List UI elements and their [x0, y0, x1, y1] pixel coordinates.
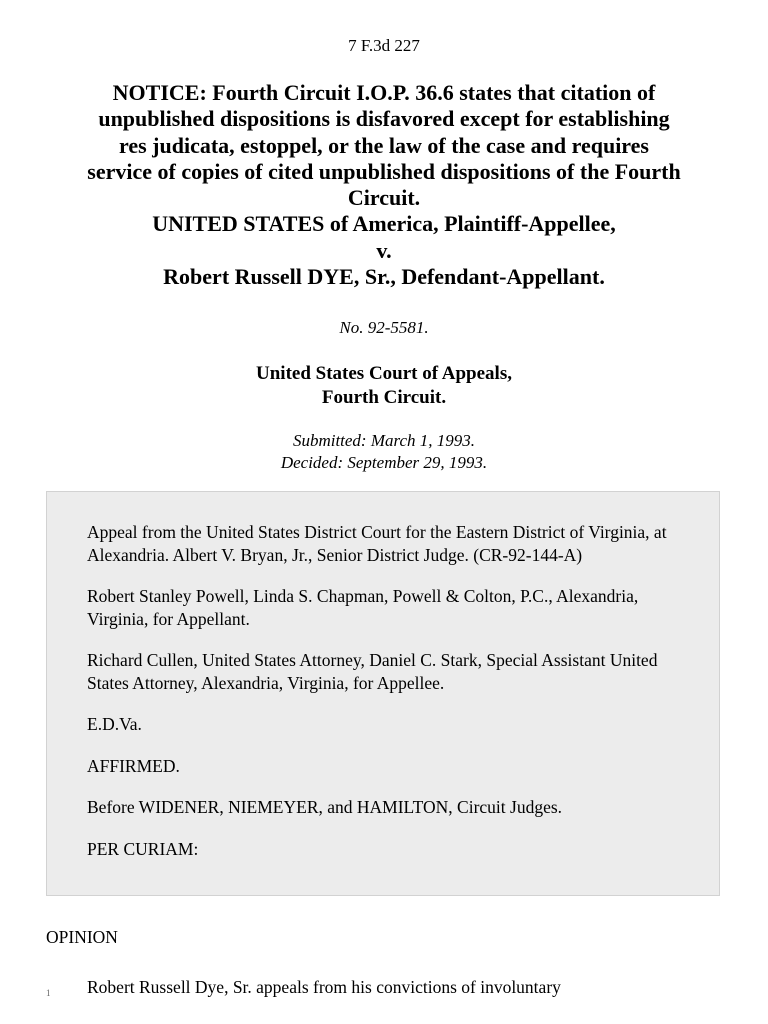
versus: v.: [376, 237, 392, 263]
case-dates: [0, 430, 768, 474]
notice-line: unpublished dispositions is disfavored except for establishing: [98, 106, 670, 132]
notice-line: service of copies of cited unpublished dispositions of the Fourth: [87, 158, 681, 184]
per-curiam: PER CURIAM:: [87, 838, 199, 859]
notice-line: NOTICE: Fourth Circuit I.O.P. 36.6 states that citation of: [112, 80, 656, 105]
district: E.D.Va.: [87, 714, 142, 734]
plaintiff-party: UNITED STATES of America, Plaintiff-Appellee,: [152, 211, 616, 237]
disposition: AFFIRMED.: [87, 755, 180, 776]
appellant-counsel: Robert Stanley Powell, Linda S. Chapman, Powell & Colton, P.C., Alexandria, Virginia, for Appellant.: [87, 586, 639, 629]
appellee-counsel: Richard Cullen, United States Attorney, Daniel C. Stark, Special Assistant United States Attorney, Alexandria, Virginia, for Appellee.: [87, 650, 658, 693]
court-line: United States Court of Appeals,: [256, 363, 512, 384]
appeal-from: Appeal from the United States District Court for the Eastern District of Virginia, at Alexandria. Albert V. Bryan, Jr., Senior District Judge. (CR-92-144-A): [87, 522, 667, 565]
court-name: [0, 362, 768, 410]
case-number: No. 92-5581.: [339, 318, 429, 337]
defendant-party: Robert Russell DYE, Sr., Defendant-Appellant.: [163, 264, 605, 290]
paragraph-number: 1: [46, 988, 51, 998]
opinion-heading: OPINION: [46, 927, 118, 947]
panel: Before WIDENER, NIEMEYER, and HAMILTON, Circuit Judges.: [87, 797, 563, 817]
citation: 7 F.3d 227: [348, 36, 420, 55]
notice-line: Circuit.: [347, 185, 421, 211]
decided-date: Decided: September 29, 1993.: [280, 453, 488, 472]
submitted-date: Submitted: March 1, 1993.: [292, 431, 476, 450]
case-summary-box: [46, 491, 720, 896]
case-title: [40, 80, 728, 290]
notice-line: res judicata, estoppel, or the law of the case and requires: [118, 132, 649, 158]
paragraph-text: Robert Russell Dye, Sr. appeals from his convictions of involuntary: [87, 977, 561, 997]
court-line: Fourth Circuit.: [321, 387, 447, 408]
